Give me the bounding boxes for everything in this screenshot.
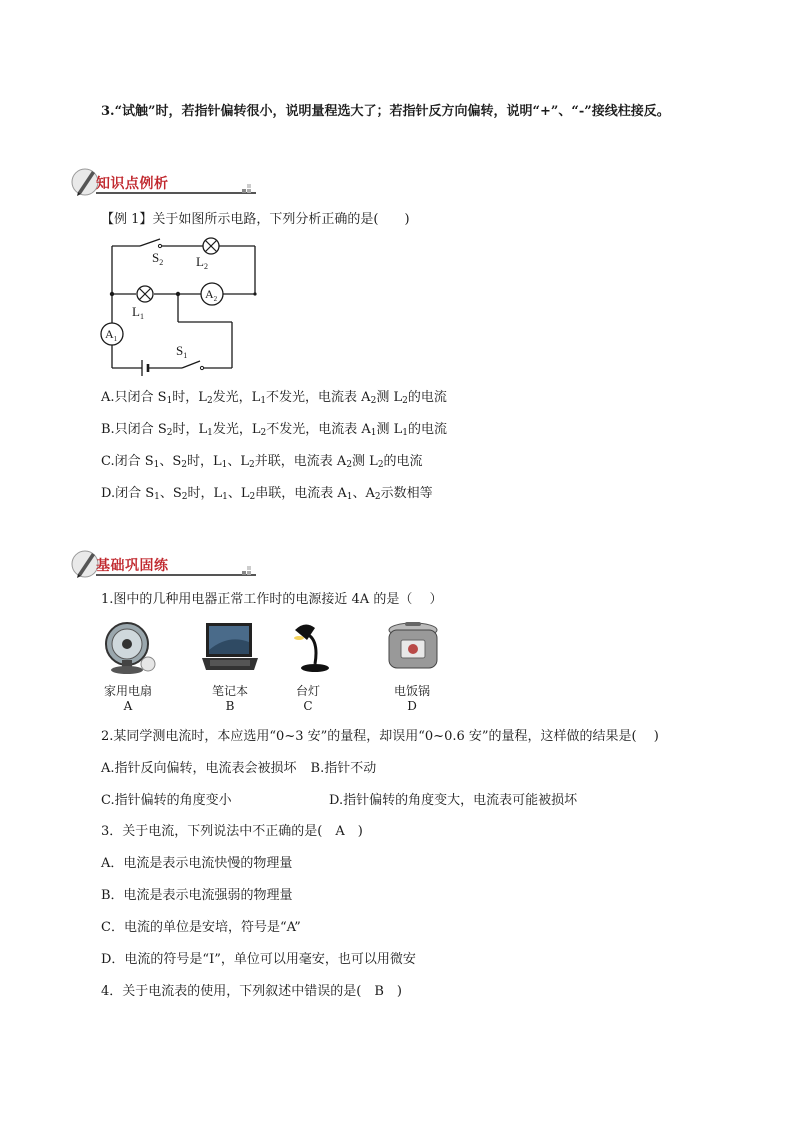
decor-squares-icon <box>242 184 254 194</box>
question-2-options-row1 <box>101 760 376 778</box>
label-s1: $S_1$ <box>176 343 188 360</box>
rice-cooker-icon <box>383 620 443 676</box>
q2-option-a: A.指针反向偏转，电流表会被损坏 <box>101 761 297 776</box>
example-1-question: 【例 1】关于如图所示电路，下列分析正确的是( ) <box>101 212 410 227</box>
q3-option-b: B．电流是表示电流强弱的物理量 <box>101 888 293 903</box>
appliance-letter-b: B <box>225 699 235 713</box>
lamp-l2-icon <box>203 238 219 254</box>
question-2: 2.某同学测电流时，本应选用“0~3 安”的量程，却误用“0~0.6 安”的量程，这样做的结果是( ) <box>101 729 659 744</box>
example-option-d: D.闭合 $S_1$、$S_2$时，$L_1$、$L_2$串联，电流表 $A_1$、$A_2$示数相等 <box>101 486 433 502</box>
appliance-label-rice-cooker: 电饭锅 <box>393 684 430 698</box>
q3-option-a: A．电流是表示电流快慢的物理量 <box>101 856 293 871</box>
q2-option-d: D.指针偏转的角度变大，电流表可能被损坏 <box>329 793 578 808</box>
appliance-letter-a: A <box>123 699 133 713</box>
example-option-b: B.只闭合 $S_2$时，$L_1$发光，$L_2$不发光，电流表 $A_1$测 $L_1$的电流 <box>101 422 447 438</box>
decor-squares-icon <box>242 566 254 576</box>
appliance-letter-c: C <box>303 699 313 713</box>
section-title: 知识点例析 <box>96 176 169 192</box>
label-a2: $A_2$ <box>205 287 218 303</box>
desk-lamp-icon <box>285 620 345 676</box>
appliance-label-laptop: 笔记本 <box>211 684 248 698</box>
section-underline <box>96 192 256 194</box>
label-s2: $S_2$ <box>152 250 164 267</box>
section-header-basic-practice <box>70 548 200 582</box>
example-option-a: A.只闭合 $S_1$时，$L_2$发光，$L_1$不发光，电流表 $A_2$测 $L_2$的电流 <box>101 390 447 406</box>
fan-icon <box>100 620 160 676</box>
tip-line-3: 3.“试触”时，若指针偏转很小，说明量程选大了；若指针反方向偏转，说明“+”、“-”接线柱接反。 <box>101 104 670 119</box>
label-l2: $L_2$ <box>196 254 208 271</box>
section-title: 基础巩固练 <box>96 558 169 574</box>
appliance-letter-d: D <box>407 699 417 713</box>
appliance-label-lamp: 台灯 <box>295 684 320 698</box>
section-underline <box>96 574 256 576</box>
section-header-examples <box>70 166 200 200</box>
question-1: 1.图中的几种用电器正常工作时的电源接近 4A 的是（ ） <box>101 592 443 607</box>
lamp-l1-icon <box>137 286 153 302</box>
circuit-diagram <box>98 232 268 377</box>
example-option-c: C.闭合 $S_1$、$S_2$时，$L_1$、$L_2$并联，电流表 $A_2$测 $L_2$的电流 <box>101 454 423 470</box>
question-4: 4．关于电流表的使用，下列叙述中错误的是( B ) <box>101 984 402 999</box>
q2-option-b: B.指针不动 <box>310 761 377 776</box>
label-a1: $A_1$ <box>105 327 118 343</box>
laptop-icon <box>200 620 260 676</box>
q2-option-c: C.指针偏转的角度变小 <box>101 793 232 808</box>
label-l1: $L_1$ <box>132 304 144 321</box>
q3-option-d: D．电流的符号是“I”，单位可以用毫安，也可以用微安 <box>101 952 416 967</box>
q3-option-c: C．电流的单位是安培，符号是“A” <box>101 920 301 935</box>
appliance-label-fan: 家用电扇 <box>103 684 152 698</box>
question-3: 3．关于电流，下列说法中不正确的是( A ) <box>101 824 363 839</box>
